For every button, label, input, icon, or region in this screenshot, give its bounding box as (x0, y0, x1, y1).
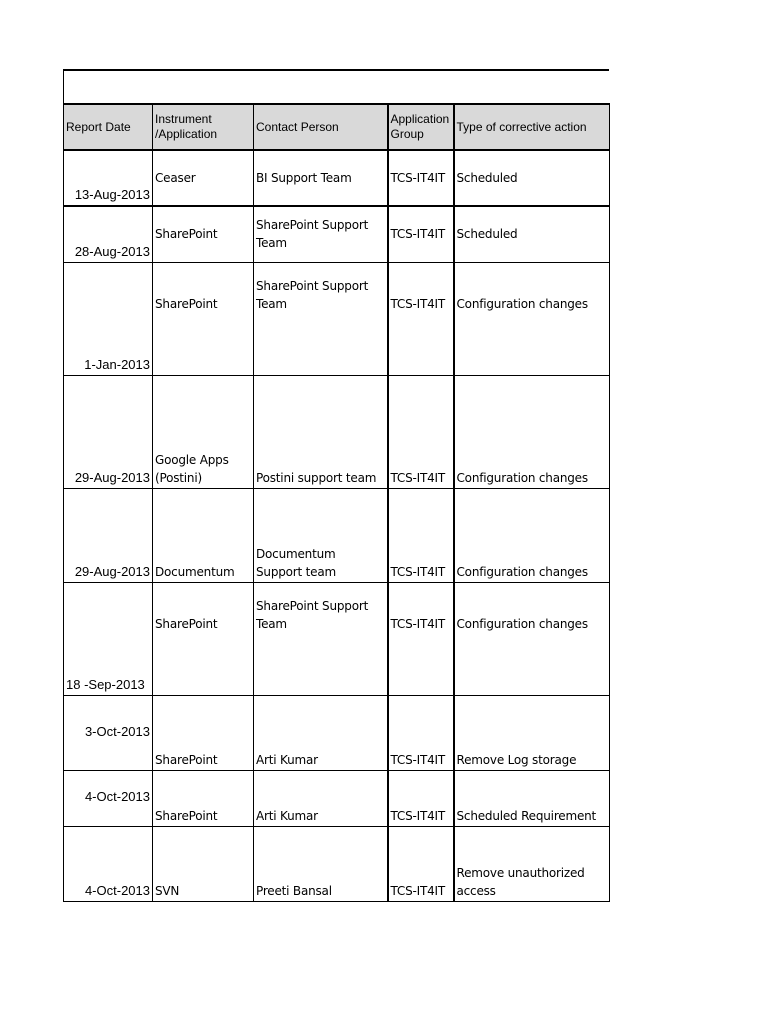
report-date-cell: 4-Oct-2013 (64, 770, 153, 826)
action-cell: Configuration changes (454, 375, 610, 488)
report-date-cell: 29-Aug-2013 (64, 375, 153, 488)
contact-cell: Arti Kumar (254, 695, 388, 770)
corrective-action-table (63, 103, 610, 902)
table-row (64, 206, 610, 262)
group-cell: TCS-IT4IT (388, 375, 454, 488)
header-contact: Contact Person (254, 104, 388, 150)
action-cell: Configuration changes (454, 582, 610, 695)
instrument-cell: SharePoint (153, 262, 254, 375)
contact-cell: Arti Kumar (254, 770, 388, 826)
table-row (64, 488, 610, 582)
action-cell: Scheduled (454, 206, 610, 262)
report-date-cell: 1-Jan-2013 (64, 262, 153, 375)
group-cell: TCS-IT4IT (388, 770, 454, 826)
report-date-cell: 28-Aug-2013 (64, 206, 153, 262)
header-group: Application Group (388, 104, 454, 150)
contact-cell: Preeti Bansal (254, 826, 388, 901)
instrument-cell: Google Apps (Postini) (153, 375, 254, 488)
action-cell: Remove Log storage (454, 695, 610, 770)
group-cell: TCS-IT4IT (388, 206, 454, 262)
instrument-cell: SharePoint (153, 695, 254, 770)
table-row (64, 826, 610, 901)
instrument-cell: SharePoint (153, 582, 254, 695)
action-cell: Configuration changes (454, 488, 610, 582)
table-row (64, 262, 610, 375)
group-cell: TCS-IT4IT (388, 488, 454, 582)
table-row (64, 375, 610, 488)
group-cell: TCS-IT4IT (388, 826, 454, 901)
contact-cell: SharePoint Support Team (254, 582, 388, 695)
header-row (64, 104, 610, 150)
group-cell: TCS-IT4IT (388, 695, 454, 770)
instrument-cell: SVN (153, 826, 254, 901)
spreadsheet (63, 69, 609, 902)
header-action: Type of corrective action (454, 104, 610, 150)
group-cell: TCS-IT4IT (388, 582, 454, 695)
action-cell: Scheduled (454, 150, 610, 206)
group-cell: TCS-IT4IT (388, 262, 454, 375)
contact-cell: SharePoint Support Team (254, 206, 388, 262)
table-row (64, 582, 610, 695)
table-row (64, 770, 610, 826)
report-date-cell: 4-Oct-2013 (64, 826, 153, 901)
report-date-cell: 29-Aug-2013 (64, 488, 153, 582)
contact-cell: Documentum Support team (254, 488, 388, 582)
instrument-cell: Ceaser (153, 150, 254, 206)
table-row (64, 150, 610, 206)
action-cell: Remove unauthorized access (454, 826, 610, 901)
instrument-cell: SharePoint (153, 770, 254, 826)
contact-cell: BI Support Team (254, 150, 388, 206)
contact-cell: SharePoint Support Team (254, 262, 388, 375)
group-cell: TCS-IT4IT (388, 150, 454, 206)
header-report-date: Report Date (64, 104, 153, 150)
action-cell: Scheduled Requirement (454, 770, 610, 826)
report-date-cell: 13-Aug-2013 (64, 150, 153, 206)
contact-cell: Postini support team (254, 375, 388, 488)
action-cell: Configuration changes (454, 262, 610, 375)
instrument-cell: SharePoint (153, 206, 254, 262)
report-date-cell: 3-Oct-2013 (64, 695, 153, 770)
instrument-cell: Documentum (153, 488, 254, 582)
header-instrument: Instrument /Application (153, 104, 254, 150)
report-date-cell: 18 -Sep-2013 (64, 582, 153, 695)
title-row (63, 69, 609, 103)
table-row (64, 695, 610, 770)
